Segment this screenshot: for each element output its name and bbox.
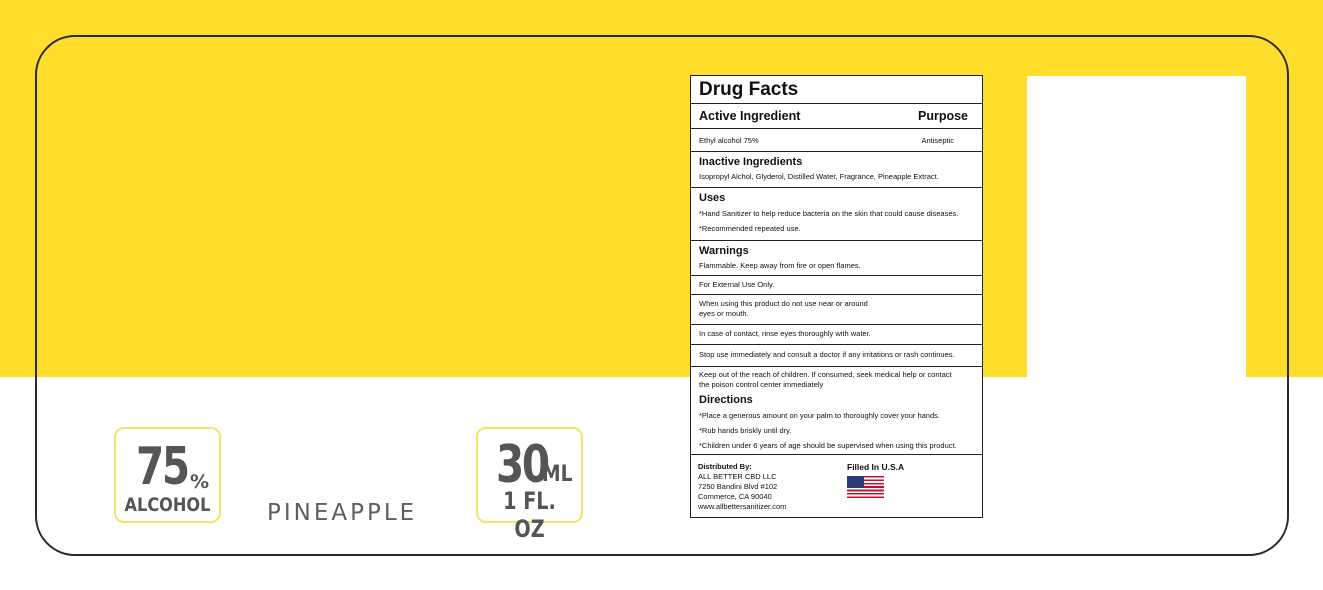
active-ingredient-header: Active Ingredient [699, 109, 801, 123]
alcohol-percent: 75 [136, 437, 188, 497]
volume-badge [476, 427, 583, 543]
when-using-line: eyes or mouth. [699, 309, 749, 318]
inactive-section [691, 152, 982, 188]
percent-sign: % [190, 471, 210, 493]
active-header-row [691, 104, 982, 129]
warnings-title: Warnings [699, 245, 749, 257]
uses-item: *Recommended repeated use. [699, 224, 801, 233]
distributed-label: Distributed By: [698, 462, 752, 471]
purpose: Antiseptic [921, 135, 954, 145]
directions-item: *Place a generous amount on your palm to thoroughly cover your hands. [699, 411, 940, 420]
volume-floz: 1 FL. OZ [503, 487, 556, 543]
directions-item: *Rub hands briskly until dry. [699, 426, 792, 435]
warnings-section [691, 241, 982, 276]
active-ingredient-row [691, 129, 982, 152]
distributor-line: Commerce, CA 90040 [698, 492, 772, 501]
stop-use-warning: Stop use immediately and consult a doctor if any irritations or rash continues. [691, 345, 982, 367]
distributor-line: www.allbettersanitizer.com [698, 502, 787, 511]
contact-warning: In case of contact, rinse eyes thoroughly with water. [691, 325, 982, 345]
volume-unit: ML [542, 462, 573, 487]
volume-number: 30 [496, 435, 548, 495]
uses-section [691, 188, 982, 241]
drug-facts-panel [690, 75, 983, 518]
us-flag-icon [847, 476, 884, 498]
product-name: PINEAPPLE [267, 500, 418, 526]
children-warning-line: Keep out of the reach of children. If consumed, seek medical help or contact [699, 370, 952, 379]
inactive-text: Isopropyl Alchol, Glyderol, Distilled Water, Fragrance, Pineapple Extract. [699, 172, 939, 181]
distributor-footer [691, 455, 982, 515]
warnings-text: Flammable. Keep away from fire or open flames. [699, 261, 861, 270]
when-using [691, 295, 982, 325]
alcohol-badge [114, 427, 221, 523]
uses-title: Uses [699, 192, 726, 204]
alcohol-label: ALCOHOL [124, 494, 211, 516]
distributor-line: ALL BETTER CBD LLC [698, 472, 777, 481]
uses-item: *Hand Sanitizer to help reduce bacteria on the skin that could cause diseases. [699, 209, 959, 218]
directions-title: Directions [699, 394, 753, 406]
directions-section [691, 367, 982, 455]
drug-facts-title: Drug Facts [691, 76, 982, 104]
flag-canton [847, 476, 864, 488]
children-warning-line: the poison control center immediately [699, 380, 824, 389]
when-using-line: When using this product do not use near or around [699, 299, 868, 308]
filled-in-label: Filled In U.S.A [847, 462, 905, 472]
directions-item: *Children under 6 years of age should be supervised when using this product. [699, 441, 957, 450]
external-use: For External Use Only. [691, 276, 982, 295]
distributor-info [698, 462, 786, 512]
white-panel [1027, 76, 1246, 377]
purpose-header: Purpose [917, 109, 968, 123]
inactive-title: Inactive Ingredients [699, 156, 803, 168]
distributor-line: 7250 Bandini Blvd #102 [698, 482, 778, 491]
active-ingredient: Ethyl alcohol 75% [699, 135, 759, 145]
